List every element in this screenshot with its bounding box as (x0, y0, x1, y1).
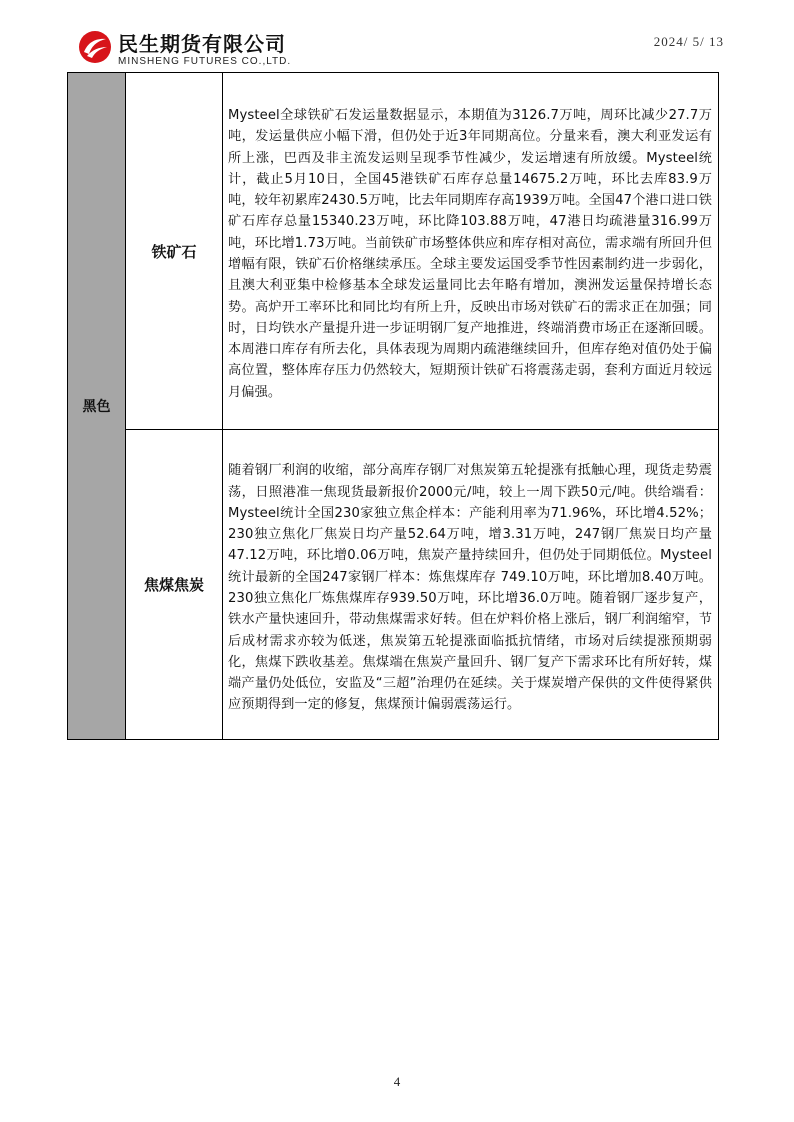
commodity-commentary-table (67, 72, 719, 740)
company-logo (78, 26, 318, 70)
report-date: 2024/ 5/ 13 (653, 34, 724, 49)
table-row (68, 430, 719, 740)
product-cell-iron-ore: 铁矿石 (126, 73, 223, 430)
minsheng-logo-icon (78, 30, 112, 64)
company-name-en: MINSHENG FUTURES CO.,LTD. (118, 56, 292, 67)
page-header (78, 26, 728, 70)
commentary-cell-iron-ore: Mysteel全球铁矿石发运量数据显示，本期值为3126.7万吨，周环比减少27.7万吨，发运量供应小幅下滑，但仍处于近3年同期高位。分量来看，澳大利亚发运有所上涨，巴西及非主流发运则呈现季节性减少，发运增速有所放缓。Mysteel统计，截止5月10日，全国45港铁矿石库存总量14675.2万吨，环比去库83.9万吨，较年初累库2430.5万吨，比去年同期库存高1939万吨。全国47个港口进口铁矿石库存总量15340.23万吨，环比降103.88万吨，47港日均疏港量316.99万吨，环比增1.73万吨。当前铁矿市场整体供应和库存相对高位，需求端有所回升但增幅有限，铁矿石价格继续承压。全球主要发运国受季节性因素制约进一步弱化，且澳大利亚集中检修基本全球发运量同比去年略有增加，澳洲发运量保持增长态势。高炉开工率环比和同比均有所上升，反映出市场对铁矿石的需求正在加强；同时，日均铁水产量提升进一步证明钢厂复产地推进，终端消费市场正在逐渐回暖。本周港口库存有所去化，具体表现为周期内疏港继续回升，但库存绝对值仍处于偏高位置，整体库存压力仍然较大，短期预计铁矿石将震荡走弱，套利方面近月较远月偏强。 (223, 73, 719, 430)
page-number: 4 (393, 1074, 401, 1089)
sector-cell: 黑色 (68, 73, 126, 740)
commentary-cell-coking-coal-coke: 随着钢厂利润的收缩，部分高库存钢厂对焦炭第五轮提涨有抵触心理，现货走势震荡，日照港准一焦现货最新报价2000元/吨，较上一周下跌50元/吨。供给端看：Mysteel统计全国230家独立焦企样本：产能利用率为71.96%，环比增4.52%；230独立焦化厂焦炭日均产量52.64万吨，增3.31万吨，247钢厂焦炭日均产量47.12万吨，环比增0.06万吨，焦炭产量持续回升，但仍处于同期低位。Mysteel统计最新的全国247家钢厂样本：炼焦煤库存 749.10万吨，环比增加8.40万吨。230独立焦化厂炼焦煤库存939.50万吨，环比增36.0万吨。随着钢厂逐步复产，铁水产量快速回升，带动焦煤需求好转。但在炉料价格上涨后，钢厂利润缩窄，节后成材需求亦较为低迷，焦炭第五轮提涨面临抵抗情绪，市场对后续提涨预期弱化，焦煤下跌收基差。焦煤端在焦炭产量回升、钢厂复产下需求环比有所好转，煤端产量仍处低位，安监及“三超”治理仍在延续。关于煤炭增产保供的文件使得紧供应预期得到一定的修复，焦煤预计偏弱震荡运行。 (223, 430, 719, 740)
product-cell-coking-coal-coke: 焦煤焦炭 (126, 430, 223, 740)
company-name-cn: 民生期货有限公司 (118, 32, 286, 56)
table-row (68, 73, 719, 430)
